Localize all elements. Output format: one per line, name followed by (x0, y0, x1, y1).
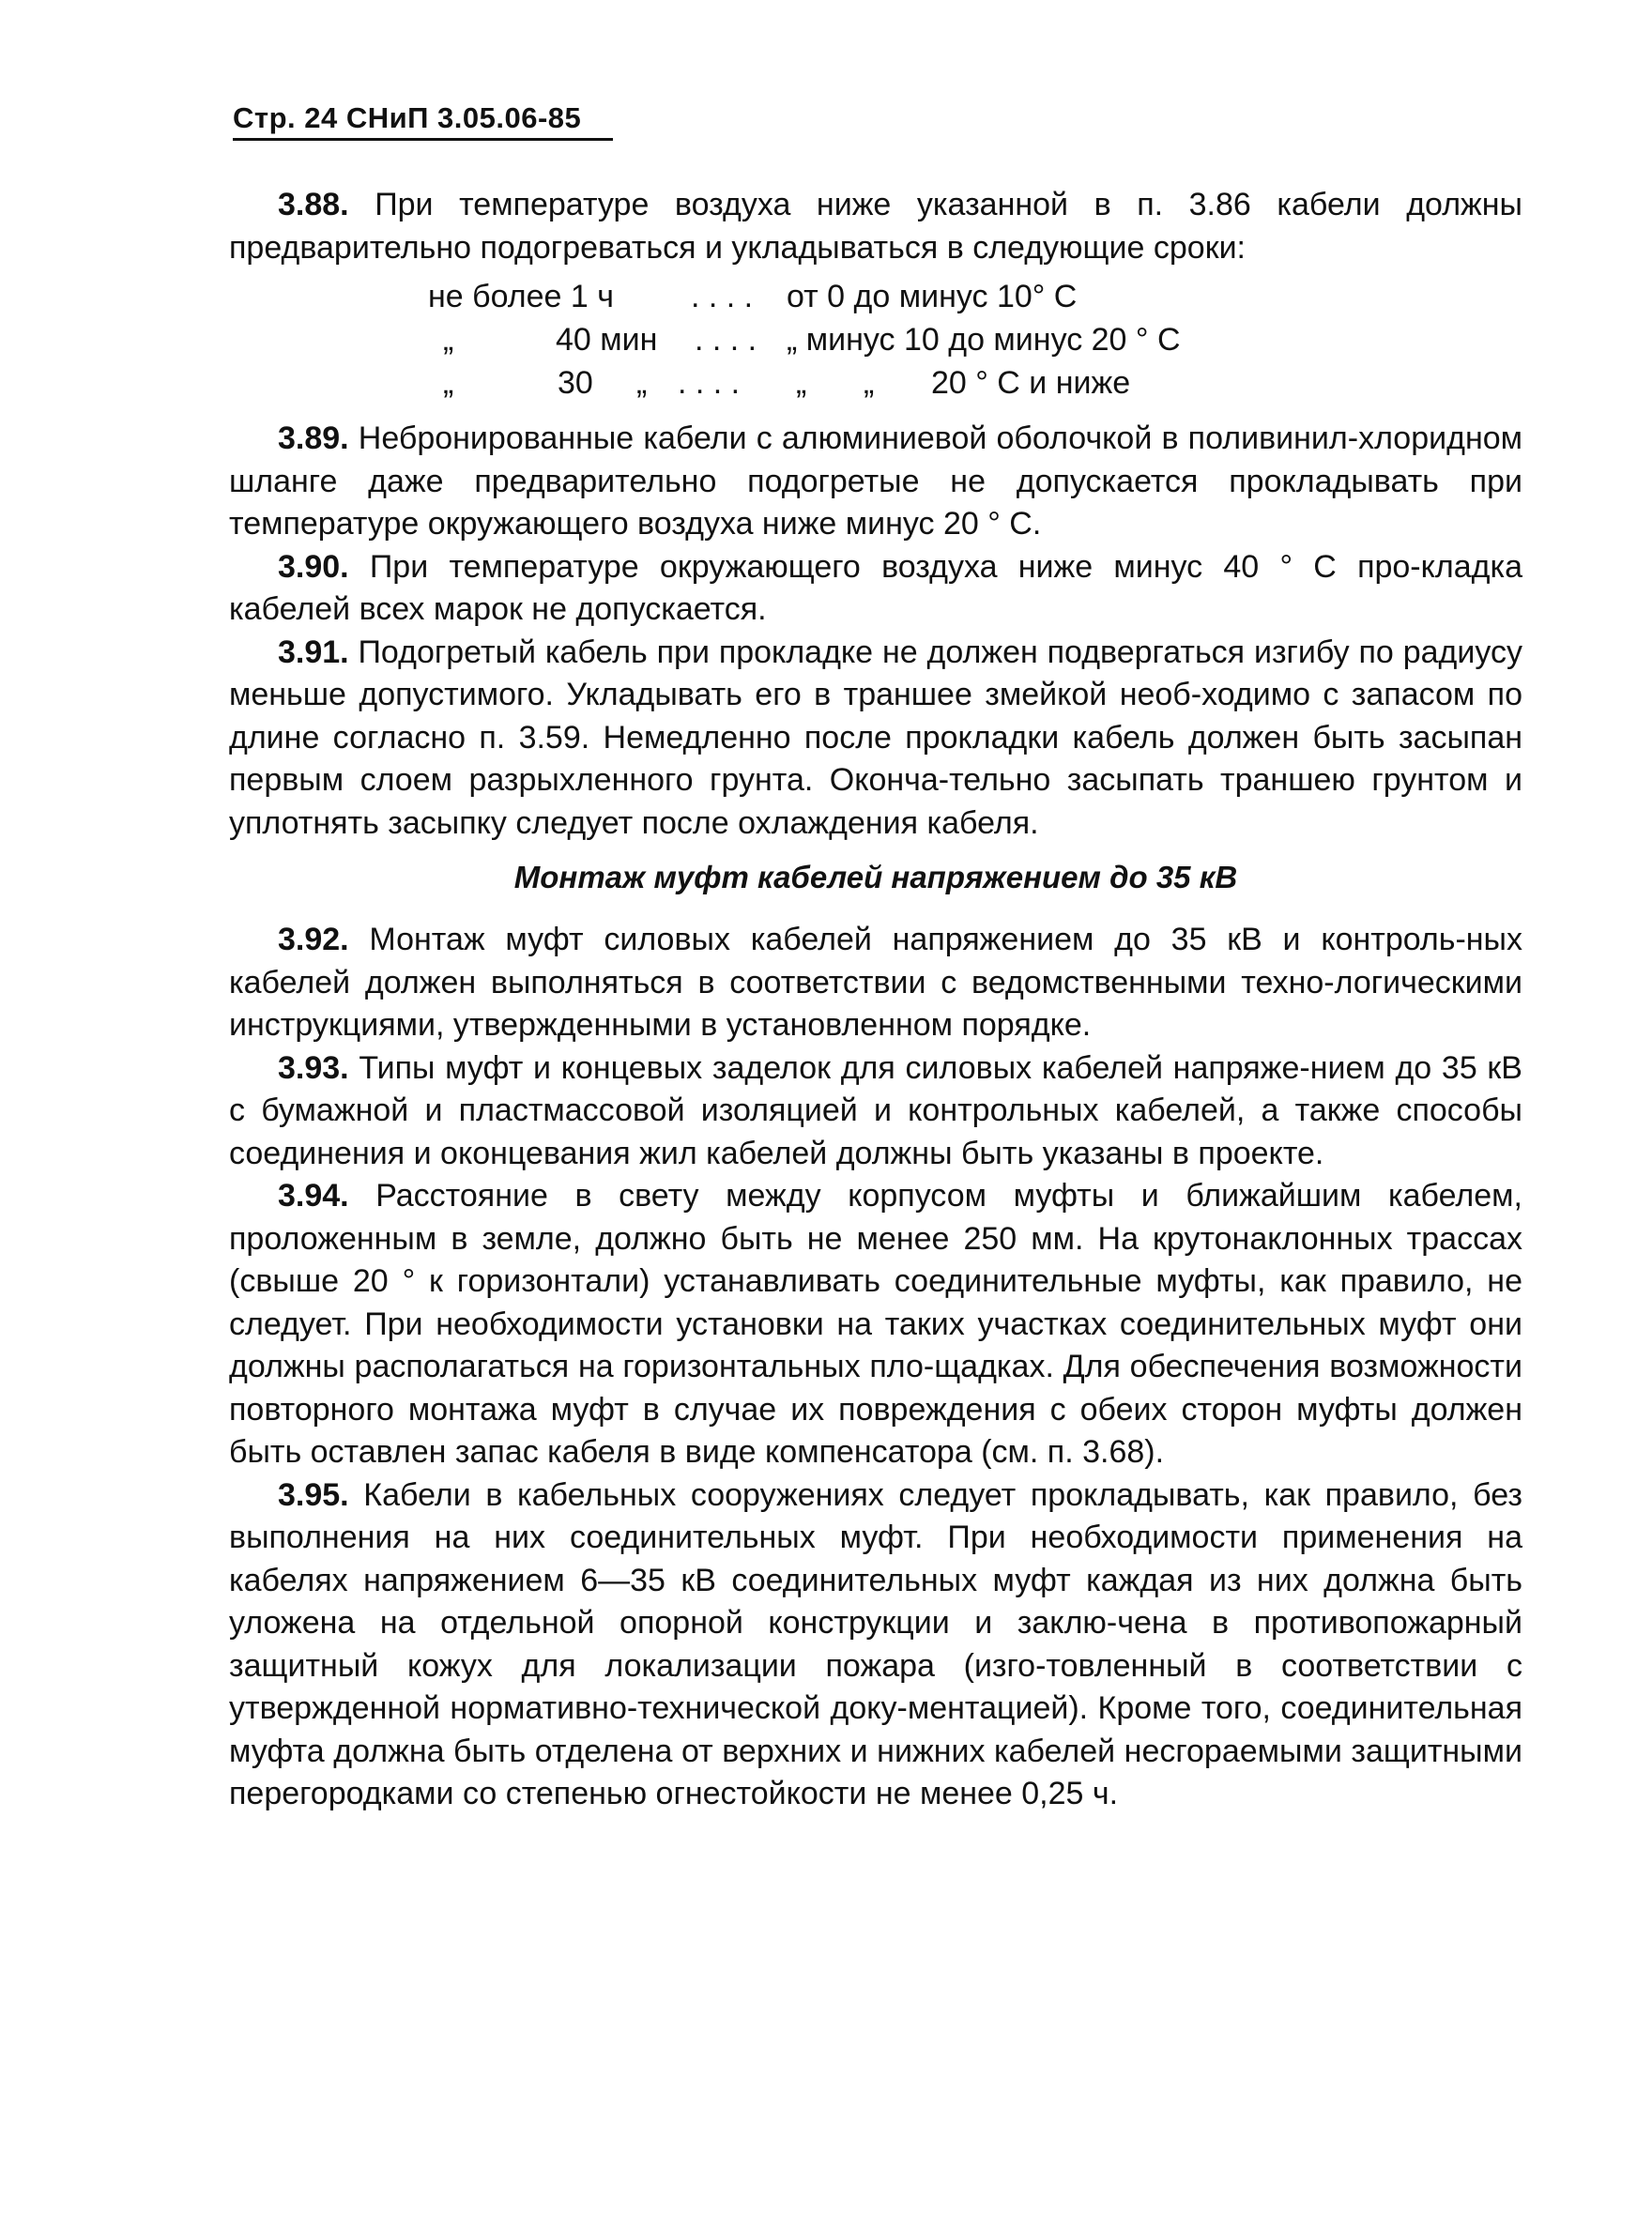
term-dots: . . . . (678, 365, 741, 401)
header-rule (233, 138, 613, 141)
clause-3-89 (229, 418, 1522, 546)
clause-3-92 (229, 919, 1522, 1047)
clause-text: Кабели в кабельных сооружениях следует прокладывать, как правило, без выполнения на них соединительных муфт. При необходимости применения на кабелях напряжением 6—35 кВ соединительных муфт каждая из них должна быть уложена на отдельной опорной конструкции и заклю-чена в противопожарный защитный кожух для локализации пожара (изго-товленный в соответствии с утвержденной нормативно-технической доку-ментацией). Кроме того, соединительная муфта должна быть отделена от верхних и нижних кабелей несгораемыми защитными перегородками со степенью огнестойкости не менее 0,25 ч. (229, 1476, 1522, 1811)
clause-text: При температуре воздуха ниже указанной в п. 3.86 кабели должны предварительно подогреваться и укладываться в следующие сроки: (229, 187, 1522, 266)
clause-3-90 (229, 546, 1522, 632)
clause-text: При температуре окружающего воздуха ниже минус 40 ° С про-кладка кабелей всех марок не допускается. (229, 548, 1522, 627)
term-ditto: „ (443, 365, 454, 401)
term-duration: не более 1 ч (428, 279, 614, 314)
body-text (229, 184, 1522, 1816)
heating-terms-list (229, 279, 1522, 410)
clause-text: Монтаж муфт силовых кабелей напряжением до 35 кВ и контроль-ных кабелей должен выполняться в соответствии с ведомственными техно-логическими инструкциями, утвержденными в установленном порядке. (229, 922, 1522, 1043)
term-ditto: „ (443, 322, 454, 358)
term-ditto: „ (636, 365, 648, 401)
clause-3-93 (229, 1047, 1522, 1176)
term-range: „ минус 10 до минус 20 ° С (787, 322, 1181, 358)
term-range: от 0 до минус 10° С (787, 279, 1078, 314)
clause-3-95 (229, 1474, 1522, 1816)
clause-number: 3.91. (278, 634, 349, 670)
clause-number: 3.92. (278, 922, 349, 957)
term-ditto: „ (864, 365, 875, 401)
clause-text: Подогретый кабель при прокладке не должен подвергаться изгибу по радиусу меньше допустимого. Укладывать его в траншее змейкой необ-ходимо с запасом по длине согласно п. 3.59. Немедленно после прокладки кабель должен быть засыпан первым слоем разрыхленного грунта. Оконча-тельно засыпать траншею грунтом и уплотнять засыпку следует после охлаждения кабеля. (229, 634, 1522, 841)
section-heading: Монтаж муфт кабелей напряжением до 35 кВ (513, 860, 1238, 894)
clause-3-88 (229, 184, 1522, 269)
term-duration: 30 (558, 365, 593, 401)
term-duration: 40 мин (556, 322, 658, 358)
term-dots: . . . . (695, 322, 757, 358)
clause-3-91 (229, 632, 1522, 846)
clause-number: 3.88. (278, 187, 349, 222)
term-range: 20 ° С и ниже (931, 365, 1131, 401)
clause-text: Типы муфт и концевых заделок для силовых кабелей напряже-нием до 35 кВ с бумажной и пластмассовой изоляцией и контрольных кабелей, а также способы соединения и оконцевания жил кабелей должны быть указаны в проекте. (229, 1049, 1522, 1171)
term-dots: . . . . (691, 279, 754, 314)
clause-number: 3.90. (278, 548, 349, 585)
running-head: Стр. 24 СНиП 3.05.06-85 (233, 101, 582, 134)
clause-number: 3.94. (278, 1178, 349, 1214)
clause-number: 3.95. (278, 1476, 349, 1513)
term-ditto: „ (796, 365, 807, 401)
clause-number: 3.93. (278, 1049, 349, 1086)
clause-3-94 (229, 1175, 1522, 1474)
clause-text: Расстояние в свету между корпусом муфты и ближайшим кабелем, проложенным в земле, должно быть не менее 250 мм. На крутонаклонных трассах (свыше 20 ° к горизонтали) устанавливать соединительные муфты, как правило, не следует. При необходимости установки на таких участках соединительных муфт они должны располагаться на горизонтальных пло-щадках. Для обеспечения возможности повторного монтажа муфт в случае их повреждения с обеих сторон муфты должен быть оставлен запас кабеля в виде компенсатора (см. п. 3.68). (229, 1178, 1522, 1470)
clause-text: Небронированные кабели с алюминиевой оболочкой в поливинил-хлоридном шланге даже предварительно подогретые не допускается прокладывать при температуре окружающего воздуха ниже минус 20 ° С. (229, 420, 1522, 542)
clause-number: 3.89. (278, 420, 349, 456)
